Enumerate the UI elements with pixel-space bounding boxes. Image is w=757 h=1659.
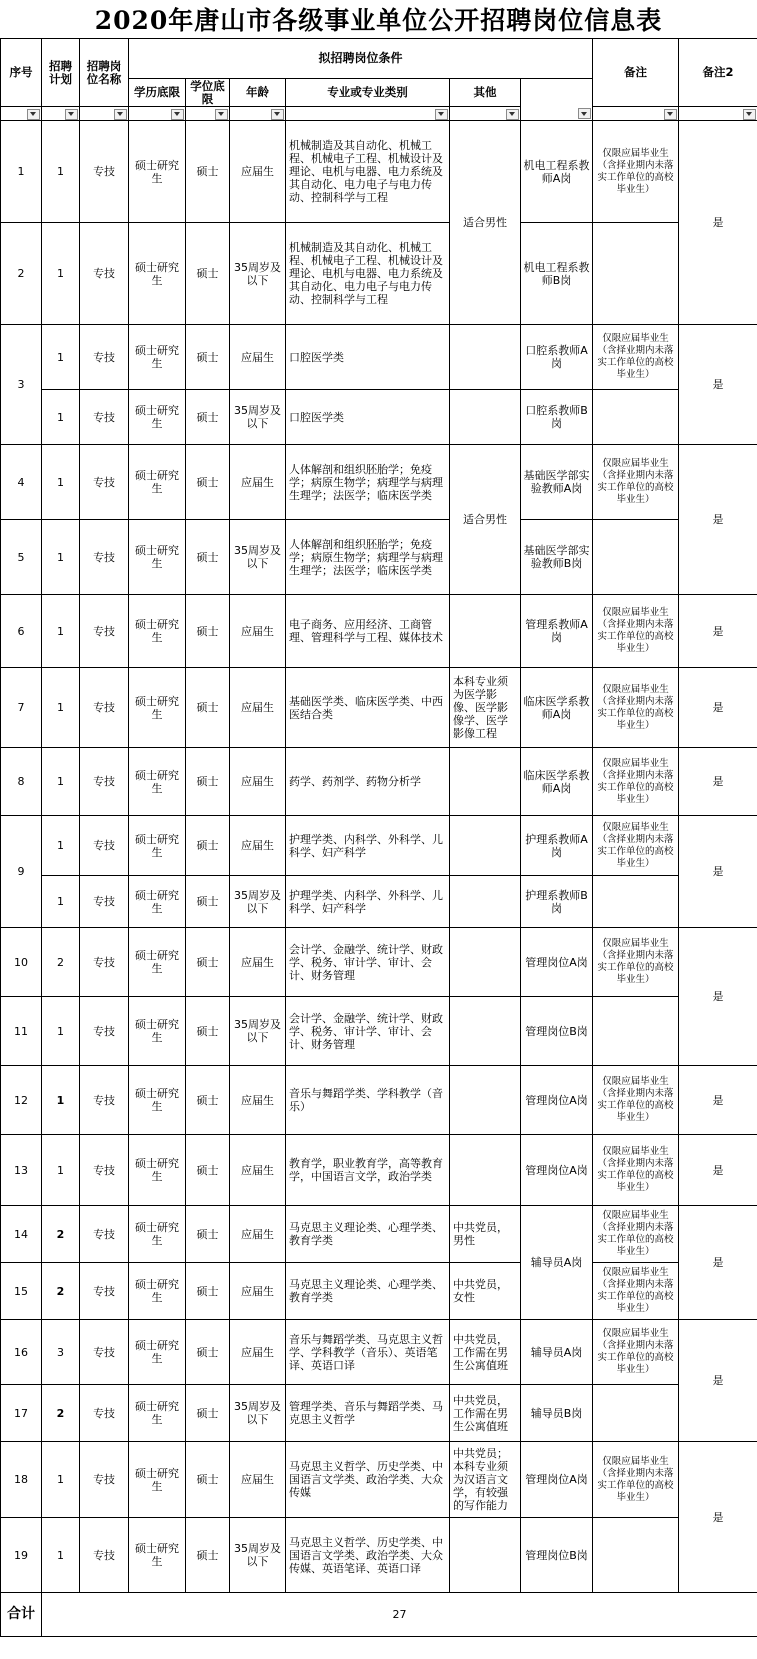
cell-remark: 护理系教师B岗: [521, 876, 593, 928]
cell-degree: 硕士: [186, 876, 230, 928]
cell-major: 口腔医学类: [286, 390, 450, 445]
table-row: [1, 928, 757, 997]
cell-major: 马克思主义哲学、历史学类、中国语言文学类、政治学类、大众传媒、英语笔译、英语口译: [286, 1518, 450, 1593]
cell-remark2: [593, 520, 679, 595]
cell-degree: 硕士: [186, 748, 230, 816]
table-row: [1, 748, 757, 816]
cell-remark2: 仅限应届毕业生（含择业期内未落实工作单位的高校毕业生）: [593, 1442, 679, 1518]
cell-elective: 是: [679, 121, 757, 325]
cell-major: 护理学类、内科学、外科学、儿科学、妇产科学: [286, 816, 450, 876]
cell-post: 专技: [80, 876, 129, 928]
cell-age: 应届生: [230, 1442, 286, 1518]
cell-post: 专技: [80, 1320, 129, 1385]
cell-education: 硕士研究生: [129, 997, 186, 1066]
filter-dropdown-icon[interactable]: [578, 108, 591, 119]
cell-plan: 2: [42, 1385, 80, 1442]
cell-remark2: 仅限应届毕业生（含择业期内未落实工作单位的高校毕业生）: [593, 1320, 679, 1385]
cell-remark2: 仅限应届毕业生（含择业期内未落实工作单位的高校毕业生）: [593, 928, 679, 997]
cell-degree: 硕士: [186, 928, 230, 997]
cell-other: [450, 325, 521, 390]
cell-education: 硕士研究生: [129, 816, 186, 876]
cell-education: 硕士研究生: [129, 1066, 186, 1135]
cell-post: 专技: [80, 1206, 129, 1263]
cell-remark: 管理系教师A岗: [521, 595, 593, 668]
cell-age: 应届生: [230, 445, 286, 520]
cell-remark2: [593, 390, 679, 445]
table-row: [1, 1385, 757, 1442]
header-degree: 学位底限: [186, 79, 230, 107]
cell-other: [450, 1135, 521, 1206]
cell-plan: 1: [42, 748, 80, 816]
cell-degree: 硕士: [186, 325, 230, 390]
cell-post: 专技: [80, 1442, 129, 1518]
cell-remark: 临床医学系教师A岗: [521, 668, 593, 748]
cell-post: 专技: [80, 997, 129, 1066]
cell-remark2: [593, 997, 679, 1066]
total-label: 合计: [1, 1593, 42, 1637]
cell-remark: 管理岗位A岗: [521, 1442, 593, 1518]
cell-remark2: 仅限应届毕业生（含择业期内未落实工作单位的高校毕业生）: [593, 121, 679, 223]
cell-remark2: 仅限应届毕业生（含择业期内未落实工作单位的高校毕业生）: [593, 1135, 679, 1206]
cell-plan: 2: [42, 1263, 80, 1320]
cell-remark2: 仅限应届毕业生（含择业期内未落实工作单位的高校毕业生）: [593, 1066, 679, 1135]
cell-age: 应届生: [230, 1320, 286, 1385]
cell-plan: 3: [42, 1320, 80, 1385]
cell-elective: 是: [679, 1442, 757, 1593]
cell-major: 护理学类、内科学、外科学、儿科学、妇产科学: [286, 876, 450, 928]
cell-age: 应届生: [230, 816, 286, 876]
table-row: [1, 1066, 757, 1135]
cell-other: 中共党员，工作需在男生公寓值班: [450, 1385, 521, 1442]
cell-degree: 硕士: [186, 223, 230, 325]
header-post-name: 招聘岗位名称: [80, 39, 129, 107]
cell-remark: 管理岗位B岗: [521, 997, 593, 1066]
header-remark2: 备注2: [679, 39, 757, 107]
cell-degree: 硕士: [186, 595, 230, 668]
cell-major: 马克思主义理论类、心理学类、教育学类: [286, 1206, 450, 1263]
cell-remark2: 仅限应届毕业生（含择业期内未落实工作单位的高校毕业生）: [593, 445, 679, 520]
cell-elective: 是: [679, 1206, 757, 1320]
cell-other: 中共党员，工作需在男生公寓值班: [450, 1320, 521, 1385]
cell-degree: 硕士: [186, 1442, 230, 1518]
table-row: [1, 1320, 757, 1385]
cell-remark: 辅导员B岗: [521, 1385, 593, 1442]
table-row: [1, 997, 757, 1066]
cell-major: 管理学类、音乐与舞蹈学类、马克思主义哲学: [286, 1385, 450, 1442]
table-row: [1, 816, 757, 876]
cell-remark2: [593, 1385, 679, 1442]
cell-age: 应届生: [230, 121, 286, 223]
cell-degree: 硕士: [186, 816, 230, 876]
cell-age: 应届生: [230, 1206, 286, 1263]
cell-remark: 口腔系教师B岗: [521, 390, 593, 445]
page-title: 2020年唐山市各级事业单位公开招聘岗位信息表: [94, 6, 663, 35]
cell-seq: 1: [1, 121, 42, 223]
cell-education: 硕士研究生: [129, 876, 186, 928]
cell-plan: 1: [42, 1442, 80, 1518]
cell-education: 硕士研究生: [129, 223, 186, 325]
cell-remark2: 仅限应届毕业生（含择业期内未落实工作单位的高校毕业生）: [593, 595, 679, 668]
total-value: 27: [42, 1593, 757, 1637]
filter-dropdown-icon[interactable]: [215, 109, 228, 120]
cell-post: 专技: [80, 748, 129, 816]
cell-remark2: [593, 876, 679, 928]
cell-plan: 1: [42, 121, 80, 223]
cell-age: 35周岁及以下: [230, 520, 286, 595]
filter-dropdown-icon[interactable]: [114, 109, 127, 120]
cell-remark: 口腔系教师A岗: [521, 325, 593, 390]
cell-remark: 基础医学部实验教师A岗: [521, 445, 593, 520]
cell-plan: 1: [42, 223, 80, 325]
cell-post: 专技: [80, 223, 129, 325]
cell-other: 中共党员，女性: [450, 1263, 521, 1320]
header-conditions: 拟招聘岗位条件: [129, 39, 593, 79]
cell-education: 硕士研究生: [129, 445, 186, 520]
cell-degree: 硕士: [186, 1206, 230, 1263]
cell-degree: 硕士: [186, 997, 230, 1066]
cell-major: 会计学、金融学、统计学、财政学、税务、审计学、审计、会计、财务管理: [286, 928, 450, 997]
cell-major: 音乐与舞蹈学类、马克思主义哲学、学科教学（音乐）、英语笔译、英语口译: [286, 1320, 450, 1385]
cell-major: 口腔医学类: [286, 325, 450, 390]
cell-education: 硕士研究生: [129, 1263, 186, 1320]
table-row: [1, 1442, 757, 1518]
cell-plan: 1: [42, 997, 80, 1066]
cell-degree: 硕士: [186, 390, 230, 445]
cell-education: 硕士研究生: [129, 595, 186, 668]
cell-remark: 基础医学部实验教师B岗: [521, 520, 593, 595]
cell-seq: 9: [1, 816, 42, 928]
filter-dropdown-icon[interactable]: [27, 109, 40, 120]
cell-remark: 临床医学系教师A岗: [521, 748, 593, 816]
cell-plan: 1: [42, 325, 80, 390]
cell-other: [450, 1518, 521, 1593]
cell-post: 专技: [80, 325, 129, 390]
cell-age: 35周岁及以下: [230, 1518, 286, 1593]
cell-seq: 2: [1, 223, 42, 325]
cell-post: 专技: [80, 390, 129, 445]
table-row: [1, 595, 757, 668]
cell-other: [450, 928, 521, 997]
cell-elective: 是: [679, 445, 757, 595]
cell-remark2: 仅限应届毕业生（含择业期内未落实工作单位的高校毕业生）: [593, 1206, 679, 1263]
cell-seq: 5: [1, 520, 42, 595]
filter-dropdown-icon[interactable]: [664, 109, 677, 120]
cell-degree: 硕士: [186, 1320, 230, 1385]
cell-degree: 硕士: [186, 1263, 230, 1320]
cell-remark2: [593, 223, 679, 325]
cell-age: 应届生: [230, 325, 286, 390]
cell-major: 药学、药剂学、药物分析学: [286, 748, 450, 816]
cell-education: 硕士研究生: [129, 1385, 186, 1442]
cell-remark: 管理岗位A岗: [521, 1066, 593, 1135]
cell-seq: 7: [1, 668, 42, 748]
cell-education: 硕士研究生: [129, 668, 186, 748]
cell-post: 专技: [80, 816, 129, 876]
table-row: [1, 1263, 757, 1320]
cell-degree: 硕士: [186, 121, 230, 223]
cell-remark: 辅导员A岗: [521, 1206, 593, 1320]
cell-other: 适合男性: [450, 445, 521, 595]
cell-degree: 硕士: [186, 1135, 230, 1206]
cell-elective: 是: [679, 1320, 757, 1442]
cell-elective: 是: [679, 668, 757, 748]
cell-post: 专技: [80, 1066, 129, 1135]
filter-dropdown-icon[interactable]: [65, 109, 78, 120]
cell-major: 基础医学类、临床医学类、中西医结合类: [286, 668, 450, 748]
cell-education: 硕士研究生: [129, 1320, 186, 1385]
cell-remark2: 仅限应届毕业生（含择业期内未落实工作单位的高校毕业生）: [593, 816, 679, 876]
cell-seq: 19: [1, 1518, 42, 1593]
cell-education: 硕士研究生: [129, 928, 186, 997]
cell-major: 音乐与舞蹈学类、学科教学（音乐）: [286, 1066, 450, 1135]
cell-post: 专技: [80, 1518, 129, 1593]
header-education: 学历底限: [129, 79, 186, 107]
cell-post: 专技: [80, 1385, 129, 1442]
table-row: [1, 1206, 757, 1263]
cell-remark: 机电工程系教师A岗: [521, 121, 593, 223]
cell-remark2: [593, 1518, 679, 1593]
cell-education: 硕士研究生: [129, 390, 186, 445]
cell-education: 硕士研究生: [129, 748, 186, 816]
cell-seq: 16: [1, 1320, 42, 1385]
cell-other: [450, 595, 521, 668]
cell-post: 专技: [80, 520, 129, 595]
cell-other: 中共党员；本科专业须为汉语言文学，有较强的写作能力: [450, 1442, 521, 1518]
cell-seq: 6: [1, 595, 42, 668]
table-row: [1, 876, 757, 928]
cell-education: 硕士研究生: [129, 121, 186, 223]
cell-remark2: 仅限应届毕业生（含择业期内未落实工作单位的高校毕业生）: [593, 1263, 679, 1320]
cell-plan: 1: [42, 668, 80, 748]
cell-major: 会计学、金融学、统计学、财政学、税务、审计学、审计、会计、财务管理: [286, 997, 450, 1066]
cell-elective: 是: [679, 325, 757, 445]
cell-seq: 12: [1, 1066, 42, 1135]
cell-seq: 18: [1, 1442, 42, 1518]
header-plan: 招聘计划: [42, 39, 80, 107]
header-seq: 序号: [1, 39, 42, 107]
cell-elective: 是: [679, 928, 757, 1066]
cell-other: 本科专业须为医学影像、医学影像学、医学影像工程: [450, 668, 521, 748]
cell-plan: 1: [42, 816, 80, 876]
cell-other: [450, 1066, 521, 1135]
cell-plan: 2: [42, 928, 80, 997]
header-age: 年龄: [230, 79, 286, 107]
table-row: [1, 223, 757, 325]
cell-plan: 2: [42, 1206, 80, 1263]
cell-age: 应届生: [230, 1135, 286, 1206]
filter-dropdown-icon[interactable]: [271, 109, 284, 120]
cell-post: 专技: [80, 1135, 129, 1206]
cell-post: 专技: [80, 595, 129, 668]
cell-remark: 辅导员A岗: [521, 1320, 593, 1385]
cell-education: 硕士研究生: [129, 1442, 186, 1518]
table-row: [1, 325, 757, 390]
table-row: [1, 121, 757, 223]
cell-remark: 护理系教师A岗: [521, 816, 593, 876]
cell-age: 35周岁及以下: [230, 997, 286, 1066]
cell-major: 机械制造及其自动化、机械工程、机械电子工程、机械设计及理论、电机与电器、电力系统及其自动化、电力电子与电力传动、控制科学与工程: [286, 121, 450, 223]
cell-education: 硕士研究生: [129, 1518, 186, 1593]
cell-plan: 1: [42, 595, 80, 668]
filter-dropdown-icon[interactable]: [171, 109, 184, 120]
cell-elective: 是: [679, 1066, 757, 1135]
cell-age: 应届生: [230, 928, 286, 997]
cell-post: 专技: [80, 445, 129, 520]
cell-other: [450, 816, 521, 876]
table-row: [1, 445, 757, 520]
cell-age: 应届生: [230, 595, 286, 668]
header-other: 其他: [450, 79, 521, 107]
table-row: [1, 1135, 757, 1206]
cell-other: 中共党员，男性: [450, 1206, 521, 1263]
table-row: [1, 668, 757, 748]
cell-seq: 3: [1, 325, 42, 445]
cell-education: 硕士研究生: [129, 325, 186, 390]
cell-seq: 8: [1, 748, 42, 816]
job-table: [0, 38, 757, 1637]
cell-elective: 是: [679, 816, 757, 928]
table-row: [1, 390, 757, 445]
cell-seq: 11: [1, 997, 42, 1066]
cell-remark: 管理岗位A岗: [521, 1135, 593, 1206]
cell-post: 专技: [80, 928, 129, 997]
cell-plan: 1: [42, 876, 80, 928]
cell-age: 35周岁及以下: [230, 1385, 286, 1442]
filter-dropdown-icon[interactable]: [435, 109, 448, 120]
cell-elective: 是: [679, 748, 757, 816]
cell-seq: 4: [1, 445, 42, 520]
cell-other: [450, 748, 521, 816]
cell-plan: 1: [42, 1135, 80, 1206]
table-row: [1, 1518, 757, 1593]
cell-seq: 13: [1, 1135, 42, 1206]
cell-post: 专技: [80, 1263, 129, 1320]
cell-plan: 1: [42, 520, 80, 595]
cell-degree: 硕士: [186, 445, 230, 520]
cell-remark: 管理岗位B岗: [521, 1518, 593, 1593]
cell-age: 应届生: [230, 1066, 286, 1135]
cell-age: 应届生: [230, 748, 286, 816]
cell-degree: 硕士: [186, 520, 230, 595]
cell-post: 专技: [80, 668, 129, 748]
cell-post: 专技: [80, 121, 129, 223]
cell-major: 电子商务、应用经济、工商管理、管理科学与工程、媒体技术: [286, 595, 450, 668]
cell-remark2: 仅限应届毕业生（含择业期内未落实工作单位的高校毕业生）: [593, 325, 679, 390]
header-remark: 备注: [593, 39, 679, 107]
header-major: 专业或专业类别: [286, 79, 450, 107]
cell-degree: 硕士: [186, 668, 230, 748]
cell-age: 35周岁及以下: [230, 390, 286, 445]
filter-dropdown-icon[interactable]: [506, 109, 519, 120]
cell-age: 应届生: [230, 668, 286, 748]
cell-degree: 硕士: [186, 1518, 230, 1593]
cell-remark: 管理岗位A岗: [521, 928, 593, 997]
cell-major: 马克思主义理论类、心理学类、教育学类: [286, 1263, 450, 1320]
total-row: [1, 1593, 757, 1637]
cell-remark: 机电工程系教师B岗: [521, 223, 593, 325]
cell-age: 35周岁及以下: [230, 876, 286, 928]
cell-seq: 15: [1, 1263, 42, 1320]
cell-education: 硕士研究生: [129, 520, 186, 595]
filter-row: [1, 107, 757, 121]
cell-remark2: 仅限应届毕业生（含择业期内未落实工作单位的高校毕业生）: [593, 748, 679, 816]
cell-remark2: 仅限应届毕业生（含择业期内未落实工作单位的高校毕业生）: [593, 668, 679, 748]
cell-major: 教育学，职业教育学，高等教育学，中国语言文学，政治学类: [286, 1135, 450, 1206]
filter-dropdown-icon[interactable]: [743, 109, 756, 120]
cell-major: 机械制造及其自动化、机械工程、机械电子工程、机械设计及理论、电机与电器、电力系统及其自动化、电力电子与电力传动、控制科学与工程: [286, 223, 450, 325]
cell-age: 35周岁及以下: [230, 223, 286, 325]
cell-other: [450, 390, 521, 445]
cell-plan: 1: [42, 1066, 80, 1135]
cell-elective: 是: [679, 1135, 757, 1206]
cell-seq: 17: [1, 1385, 42, 1442]
cell-education: 硕士研究生: [129, 1135, 186, 1206]
cell-degree: 硕士: [186, 1066, 230, 1135]
table-row: [1, 520, 757, 595]
cell-age: 应届生: [230, 1263, 286, 1320]
cell-elective: 是: [679, 595, 757, 668]
cell-other: 适合男性: [450, 121, 521, 325]
cell-major: 人体解剖和组织胚胎学；免疫学；病原生物学；病理学与病理生理学；法医学；临床医学类: [286, 445, 450, 520]
cell-plan: 1: [42, 445, 80, 520]
cell-major: 人体解剖和组织胚胎学；免疫学；病原生物学；病理学与病理生理学；法医学；临床医学类: [286, 520, 450, 595]
cell-major: 马克思主义哲学、历史学类、中国语言文学类、政治学类、大众传媒: [286, 1442, 450, 1518]
cell-degree: 硕士: [186, 1385, 230, 1442]
cell-seq: 10: [1, 928, 42, 997]
cell-other: [450, 876, 521, 928]
cell-plan: 1: [42, 1518, 80, 1593]
cell-plan: 1: [42, 390, 80, 445]
cell-other: [450, 997, 521, 1066]
cell-education: 硕士研究生: [129, 1206, 186, 1263]
cell-seq: 14: [1, 1206, 42, 1263]
